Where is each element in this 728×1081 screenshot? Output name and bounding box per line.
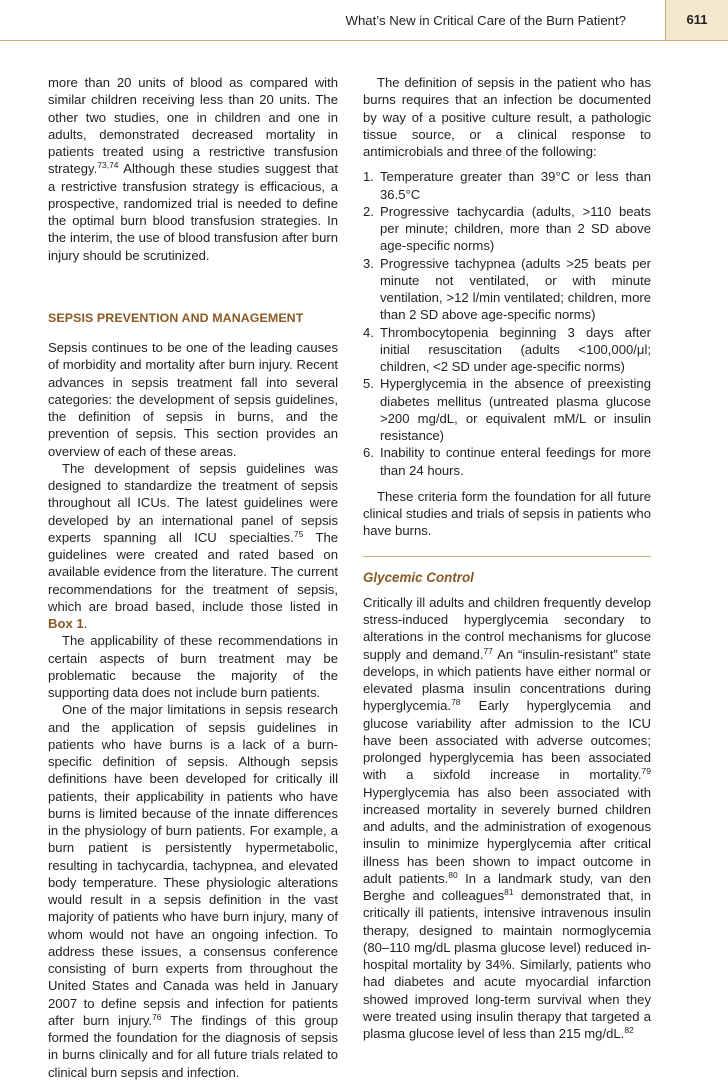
left-column [48, 74, 338, 1081]
paragraph: more than 20 units of blood as compared with similar children receiving less than 20 units. The other two studies, one in children and one in adults, demonstrated decreased mortality in patients treated using a restrictive transfusion strategy.$^{73,74}$ Although these studies suggest that a restrictive transfusion strategy is efficacious, a prospective, randomized trial is needed to define the optimal burn blood transfusion strategies. In the interim, the use of blood transfusion after burn injury should be scrutinized. [48, 75, 338, 263]
paragraph: Critically ill adults and children frequently develop stress-induced hyperglycemia secondary to alterations in the control mechanisms for glucose supply and demand.$^{77}$ An “insulin-resistant” state develops, in which patients have either normal or elevated plasma insulin concentrations during hyperglycemia.$^{78}$ Early hyperglycemia and glucose variability after admission to the ICU have been associated with adverse outcomes; prolonged hyperglycemia has been associated with a sixfold increase in mortality.$^{79}$ Hyperglycemia has also been associated with increased mortality in severely burned children and adults, and the administration of exogenous insulin to minimize hyperglycemia after critical illness has been shown to impact outcome in adult patients.$^{80}$ In a landmark study, van den Berghe and colleagues$^{81}$ demonstrated that, in critically ill patients, intensive intravenous insulin therapy, designed to maintain normoglycemia (80–110 mg/dL plasma glucose level) reduced in-hospital mortality by 34%. Similarly, patients who had diabetes and acute myocardial infarction showed improved long-term survival when they were treated using insulin therapy that targeted a plasma glucose level of less than 215 mg/dL.$^{82}$ [363, 594, 651, 1041]
paragraph: The definition of sepsis in the patient who has burns requires that an infection be documented by way of a positive culture result, a pathologic tissue source, or a clinical response to antimicrobials and three of the following: [363, 75, 651, 159]
list-item: 2. Progressive tachycardia (adults, >110 beats per minute; children, more than 2 SD above age-specific norms) [363, 203, 651, 254]
citation: 79 [641, 766, 651, 777]
citation: 75 [293, 528, 304, 539]
paragraph: Sepsis continues to be one of the leading causes of morbidity and mortality after burn injury. Recent advances in sepsis treatment fall into several categories: the development of sepsis guidelines, the definition of sepsis in burns, and the prevention of sepsis. This section provides an overview of each of these areas. [48, 340, 338, 459]
citation: 78 [451, 697, 461, 708]
box-reference-link[interactable]: Box 1 [48, 616, 84, 631]
subsection-heading: Glycemic Control [363, 556, 651, 588]
citation: 82 [624, 1025, 634, 1035]
list-item: 4. Thrombocytopenia beginning 3 days after initial resuscitation (adults <100,000/μl; children, <2 SD under age-specific norms) [363, 324, 651, 374]
sepsis-criteria-list [363, 168, 651, 479]
paragraph: The applicability of these recommendations in certain aspects of burn treatment may be problematic because the majority of the supporting data does not include burn patients. [48, 633, 338, 700]
running-title: What’s New in Critical Care of the Burn Patient? [345, 13, 626, 28]
citation: 76 [152, 1011, 162, 1022]
running-head [0, 0, 728, 41]
list-item: 5. Hyperglycemia in the absence of preexisting diabetes mellitus (untreated plasma glucose >200 mg/dL, or equivalent mM/L or insulin resistance) [363, 376, 651, 443]
citation: 81 [504, 887, 514, 897]
paragraph: One of the major limitations in sepsis research and the application of sepsis guidelines in patients who have burns is a lack of a burn-specific definition of sepsis. Although sepsis definitions have been developed for critically ill patients, their applicability in patients who have burns is limited because of the innate differences in the physiology of burn patients. For example, a burn patient is persistently hypermetabolic, resulting in tachycardia, tachypnea, and elevated body temperature. These physiologic alterations would result in a sepsis definition in the vast majority of patients who have burn injury, many of whom would not have an ongoing infection. To address these issues, a consensus conference consisting of burn experts from throughout the United States and Canada was held in January 2007 to define sepsis and infection for patients after burn injury.$^{76}$ The findings of this group formed the foundation for the diagnosis of sepsis in burns clinically and for all future trials related to clinical burn sepsis and infection. [48, 702, 339, 1080]
citation: 80 [448, 869, 458, 880]
list-item: 6. Inability to continue enteral feedings for more than 24 hours. [363, 445, 651, 478]
paragraph: The development of sepsis guidelines was designed to standardize the treatment of sepsis throughout all ICUs. The latest guidelines were developed by an international panel of sepsis experts spanning all ICU specialties.$^{75}$ The guidelines were created and rated based on available evidence from the literature. The current recommendations for the treatment of sepsis, which are broad based, include those listed in Box 1. [48, 460, 339, 631]
citation: 73,74 [97, 160, 119, 171]
list-item: 3. Progressive tachypnea (adults >25 beats per minute not ventilated, or with minute ventilation, >12 l/min ventilated; children, more than 2 SD above age-specific norms) [363, 255, 651, 323]
page-number: 611 [665, 0, 728, 40]
citation: 77 [483, 645, 493, 656]
list-item: 1. Temperature greater than 39°C or less than 36.5°C [363, 169, 651, 202]
section-heading: SEPSIS PREVENTION AND MANAGEMENT [48, 310, 304, 325]
right-column [363, 74, 651, 1042]
paragraph: These criteria form the foundation for all future clinical studies and trials of sepsis in patients who have burns. [363, 488, 651, 539]
